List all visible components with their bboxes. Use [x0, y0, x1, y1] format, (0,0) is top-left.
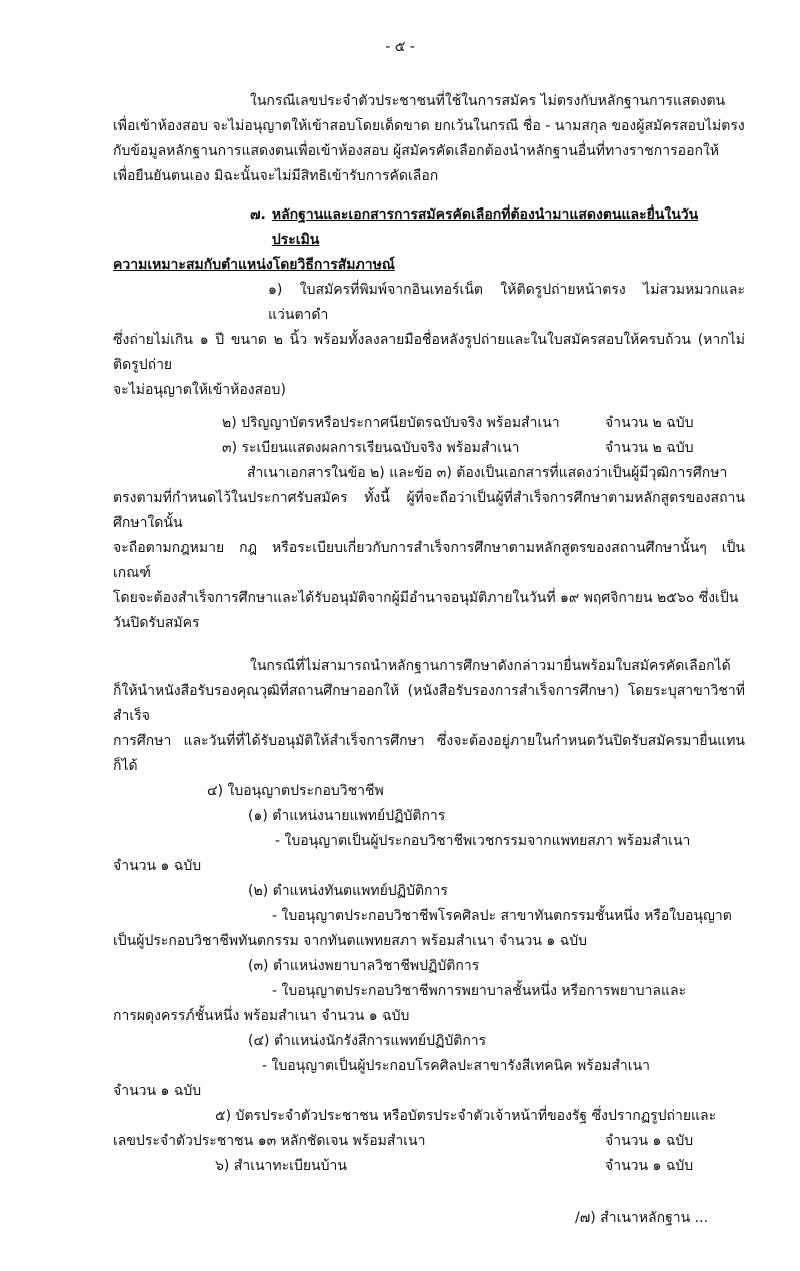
text-line: วันปิดรับสมัคร [113, 615, 200, 631]
item-2 [113, 411, 745, 436]
text-line: จำนวน ๑ ฉบับ [113, 1083, 202, 1099]
text-line: ๔) ใบอนุญาตประกอบวิชาชีพ [207, 783, 384, 799]
copy-count: จำนวน ๒ ฉบับ [605, 440, 694, 456]
text-line: ๑) ใบสมัครที่พิมพ์จากอินเทอร์เน็ต ให้ติดรูปถ่ายหน้าตรง ไม่สวมหมวกและแว่นตาดำ [268, 282, 745, 323]
text-line: จะไม่อนุญาตให้เข้าห้องสอบ) [113, 382, 286, 398]
sub-title: (๓) ตำแหน่งพยาบาลวิชาชีพปฏิบัติการ [248, 958, 480, 974]
text-line: ซึ่งถ่ายไม่เกิน ๑ ปี ขนาด ๒ นิ้ว พร้อมทั้งลงลายมือชื่อหลังรูปถ่ายและในใบสมัครสอบให้ครบถ้วน (หากไม่ติดรูปถ่าย [113, 332, 745, 373]
text-line: กับข้อมูลหลักฐานการแสดงตนเพื่อเข้าห้องสอบ ผู้สมัครคัดเลือกต้องนำหลักฐานอื่นที่ทางราชการออกให้ [113, 143, 720, 159]
item-3 [113, 436, 745, 461]
text-line: เลขประจำตัวประชาชน ๑๓ หลักชัดเจน พร้อมสำเนา [113, 1133, 426, 1149]
heading-line: ความเหมาะสมกับตำแหน่งโดยวิธีการสัมภาษณ์ [113, 257, 395, 273]
text-line: เพื่อเข้าห้องสอบ จะไม่อนุญาตให้เข้าสอบโดยเด็ดขาด ยกเว้นในกรณี ชื่อ - นามสกุล ของผู้สมัครสอบไม่ตรง [113, 118, 745, 134]
item-5 [113, 1104, 745, 1154]
text-line: เป็นผู้ประกอบวิชาชีพทันตกรรม จากทันตแพทยสภา พร้อมสำเนา จำนวน ๑ ฉบับ [113, 933, 588, 949]
text-line: สำเนาเอกสารในข้อ ๒) และข้อ ๓) ต้องเป็นเอกสารที่แสดงว่าเป็นผู้มีวุฒิการศึกษา [247, 465, 728, 481]
text-line: ก็ให้นำหนังสือรับรองคุณวุฒิที่สถานศึกษาออกให้ (หนังสือรับรองการสำเร็จการศึกษา) โดยระบุสาขาวิชาที่สำเร็จ [113, 683, 745, 724]
item-1 [113, 278, 745, 403]
text-line: ๖) สำเนาทะเบียนบ้าน [215, 1158, 347, 1174]
item-4 [113, 779, 745, 1104]
text-line: จำนวน ๑ ฉบับ [113, 858, 202, 874]
note-qualification [113, 461, 745, 636]
text-line: - ใบอนุญาตเป็นผู้ประกอบวิชาชีพเวชกรรมจากแพทยสภา พร้อมสำเนา [275, 833, 691, 849]
continued-note: /๗) สำเนาหลักฐาน ... [575, 1210, 709, 1226]
text-line: - ใบอนุญาตเป็นผู้ประกอบโรคศิลปะสาขารังสีเทคนิค พร้อมสำเนา [262, 1058, 651, 1074]
paragraph-id-mismatch [113, 89, 745, 189]
text-line: โดยจะต้องสำเร็จการศึกษาและได้รับอนุมัติจากผู้มีอำนาจอนุมัติภายในวันที่ ๑๙ พฤศจิกายน ๒๕๖๐ ซึ่งเป็น [113, 590, 739, 606]
text-line: - ใบอนุญาตประกอบวิชาชีพโรคศิลปะ สาขาทันตกรรมชั้นหนึ่ง หรือใบอนุญาต [272, 908, 732, 924]
text-line: การผดุงครรภ์ชั้นหนึ่ง พร้อมสำเนา จำนวน ๑ ฉบับ [113, 1008, 410, 1024]
text-line: ในกรณีเลขประจำตัวประชาชนที่ใช้ในการสมัคร ไม่ตรงกับหลักฐานการแสดงตน [250, 93, 726, 109]
sub-title: (๔) ตำแหน่งนักรังสีการแพทย์ปฏิบัติการ [248, 1033, 487, 1049]
heading-line: หลักฐานและเอกสารการสมัครคัดเลือกที่ต้องนำมาแสดงตนและยื่นในวันประเมิน [271, 207, 699, 248]
item-6 [113, 1154, 745, 1179]
text-line: ๕) บัตรประจำตัวประชาชน หรือบัตรประจำตัวเจ้าหน้าที่ของรัฐ ซึ่งปรากฏรูปถ่ายและ [215, 1108, 717, 1124]
text-line: ตรงตามที่กำหนดไว้ในประกาศรับสมัคร ทั้งนี้ ผู้ที่จะถือว่าเป็นผู้ที่สำเร็จการศึกษาตามหลักสูตรของสถานศึกษาใดนั้น [113, 490, 745, 531]
sub-title: (๑) ตำแหน่งนายแพทย์ปฏิบัติการ [248, 808, 446, 824]
note-certificate [113, 654, 745, 779]
text-line: การศึกษา และวันที่ที่ได้รับอนุมัติให้สำเร็จการศึกษา ซึ่งจะต้องอยู่ภายในกำหนดวันปิดรับสมัครมายื่นแทนก็ได้ [113, 733, 745, 774]
text-line: เพื่อยืนยันตนเอง มิฉะนั้นจะไม่มีสิทธิเข้ารับการคัดเลือก [113, 168, 439, 184]
text-line: ในกรณีที่ไม่สามารถนำหลักฐานการศึกษาดังกล่าวมายื่นพร้อมใบสมัครคัดเลือกได้ [250, 658, 731, 674]
text-line: - ใบอนุญาตประกอบวิชาชีพการพยาบาลชั้นหนึ่ง หรือการพยาบาลและ [272, 983, 687, 999]
copy-count: จำนวน ๑ ฉบับ [605, 1158, 694, 1174]
sub-title: (๒) ตำแหน่งทันตแพทย์ปฏิบัติการ [248, 883, 448, 899]
section-number: ๗. [250, 207, 266, 223]
section-heading [113, 203, 745, 278]
text-line: ๓) ระเบียนแสดงผลการเรียนฉบับจริง พร้อมสำเนา [222, 440, 520, 456]
copy-count: จำนวน ๑ ฉบับ [605, 1133, 694, 1149]
text-line: ๒) ปริญญาบัตรหรือประกาศนียบัตรฉบับจริง พร้อมสำเนา [222, 415, 560, 431]
page-number: - ๕ - [385, 39, 415, 55]
copy-count: จำนวน ๒ ฉบับ [605, 415, 694, 431]
text-line: จะถือตามกฎหมาย กฎ หรือระเบียบเกี่ยวกับการสำเร็จการศึกษาตามหลักสูตรของสถานศึกษานั้นๆ เป็นเกณฑ์ [113, 540, 745, 581]
